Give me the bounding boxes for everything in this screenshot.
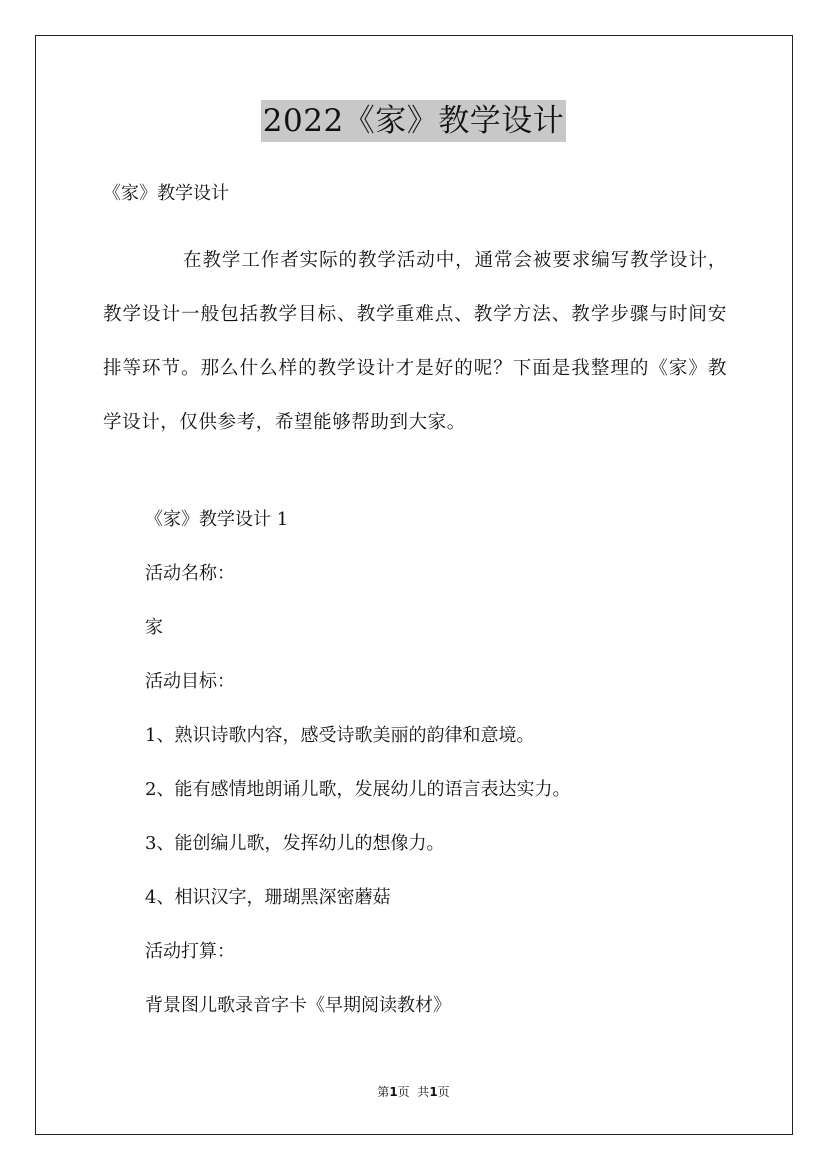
footer-mid: 页 共 [397,1085,430,1099]
intro-paragraph: 在教学工作者实际的教学活动中，通常会被要求编写教学设计，教学设计一般包括教学目标、教学重难点、教学方法、教学步骤与时间安排等环节。那么什么样的教学设计才是好的呢？下面是我整理的《家》教学设计，仅供参考，希望能够帮助到大家。 [103,250,727,433]
title-container [0,100,827,142]
footer-prefix: 第 [377,1085,390,1099]
intro-heading: 《家》教学设计 [103,183,229,204]
section-heading: 《家》教学设计 1 [145,509,289,530]
goal-item-4: 4、相识汉字，珊瑚黑深密蘑菇 [145,887,391,908]
activity-name-label: 活动名称： [145,563,235,584]
footer-page-number: 1 [389,1085,398,1099]
activity-prep-label: 活动打算： [145,941,235,962]
footer-page-total: 1 [429,1085,438,1099]
document-title: 2022《家》教学设计 [261,100,566,142]
goal-item-2: 2、能有感情地朗诵儿歌，发展幼儿的语言表达实力。 [145,779,571,800]
activity-prep-value: 背景图儿歌录音字卡《早期阅读教材》 [145,995,451,1016]
goal-item-1: 1、熟识诗歌内容，感受诗歌美丽的韵律和意境。 [145,725,535,746]
activity-name-value: 家 [145,617,163,638]
footer-suffix: 页 [437,1085,450,1099]
activity-goals-label: 活动目标： [145,671,235,692]
page-footer [0,1084,827,1100]
goal-item-3: 3、能创编儿歌，发挥幼儿的想像力。 [145,833,445,854]
